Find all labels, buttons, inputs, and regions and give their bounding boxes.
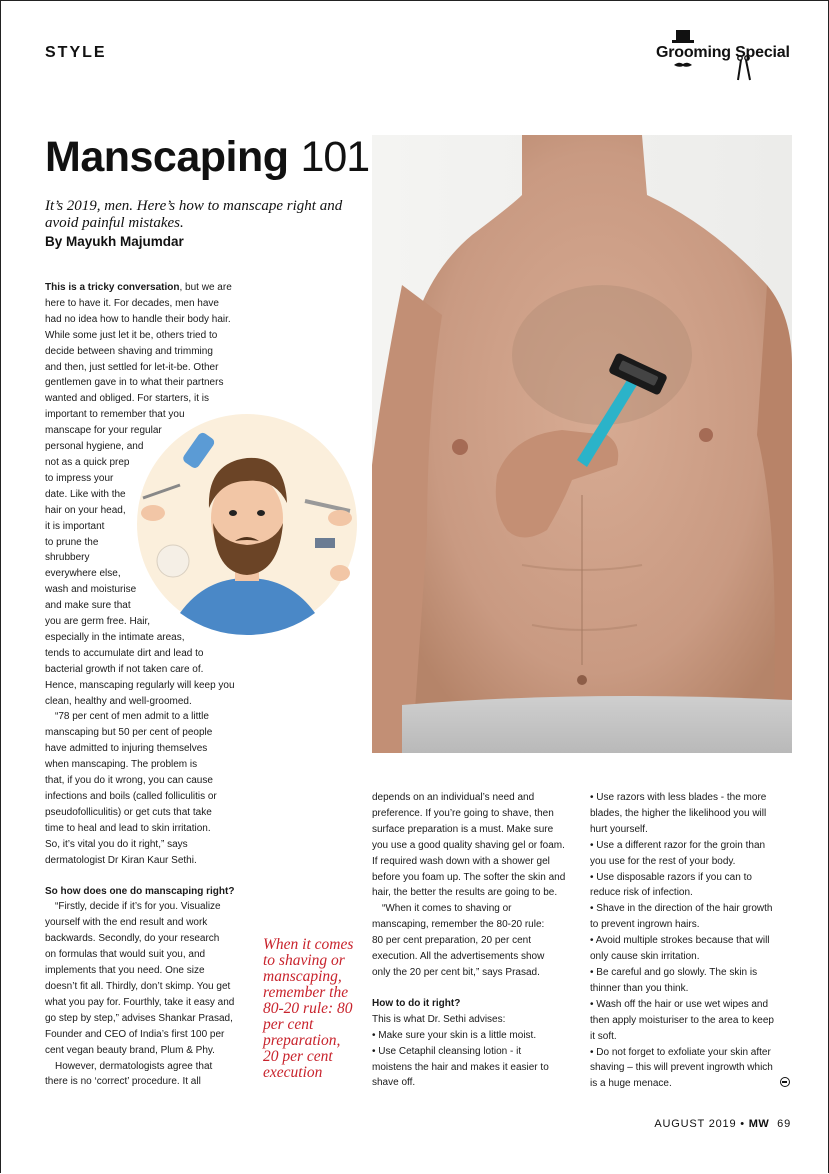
col1-line: there is no ‘correct’ procedure. It all <box>45 1076 201 1088</box>
end-mark-icon <box>780 1077 790 1087</box>
col3-line: • Use a different razor for the groin than <box>590 839 766 851</box>
col1-line: it is important <box>45 520 105 532</box>
page-footer <box>654 1118 791 1130</box>
col3-line: • Avoid multiple strokes because that will <box>590 935 770 947</box>
pull-quote: When it comes to shaving or manscaping, remember the 80-20 rule: 80 per cent preparation, 20 per cent execution <box>263 936 354 1081</box>
col2-para-2 <box>372 901 577 981</box>
brand-text: Grooming Special <box>656 44 790 61</box>
col2-line: you use a good quality shaving gel or foam. <box>372 839 565 851</box>
col3-line: hurt yourself. <box>590 823 648 835</box>
article-title <box>45 133 369 182</box>
col2-line: manscaping, remember the 80-20 rule: <box>372 919 545 931</box>
col1-line: So, it’s vital you do it right,” says <box>45 838 188 850</box>
col2-line: surface preparation is a must. Make sure <box>372 823 554 835</box>
col1-line: especially in the intimate areas, <box>45 631 185 643</box>
col1-line: pseudofolliculitis) or get cuts that take <box>45 806 212 818</box>
col3-line: shaving – this will prevent ingrowth which <box>590 1062 773 1074</box>
col1-line: gentlemen gave in to what their partners <box>45 377 224 389</box>
col2-line: hair, the better the results are going to be. <box>372 887 558 899</box>
col3-line: • Use razors with less blades - the more <box>590 792 767 803</box>
col2-bullet: • Make sure your skin is a little moist. <box>372 1029 537 1041</box>
col1-line: doesn’t fit all. Thirdly, don’t skimp. You get <box>45 980 231 992</box>
col1-line: date. Like with the <box>45 488 126 500</box>
col3-line: reduce risk of infection. <box>590 887 693 899</box>
col1-line: to impress your <box>45 472 114 484</box>
col2-para-1 <box>372 790 577 901</box>
col1-para-3 <box>45 884 250 1091</box>
col1-line: manscape for your regular <box>45 425 162 437</box>
col1-line: decide between shaving and trimming <box>45 345 213 357</box>
col1-line: While some just let it be, others tried to <box>45 329 218 341</box>
byline: By Mayukh Majumdar <box>45 234 184 249</box>
column-2 <box>372 790 577 1091</box>
col1-line: bacterial growth if not taken care of. <box>45 663 204 675</box>
issue-date: AUGUST 2019 <box>654 1118 737 1130</box>
col2-bullet: • Use Cetaphil cleansing lotion - it <box>372 1045 522 1057</box>
col1-line: Founder and CEO of India’s first 100 per <box>45 1028 225 1040</box>
col3-line: it soft. <box>590 1030 617 1042</box>
col1-line: clean, healthy and well-groomed. <box>45 695 192 707</box>
grooming-special-logo <box>652 28 797 86</box>
column-1 <box>45 280 250 1090</box>
col1-line: infections and boils (called folliculitis or <box>45 791 217 802</box>
col1-line: implements that you need. One size <box>45 965 205 977</box>
col1-line: dermatologist Dr Kiran Kaur Sethi. <box>45 854 197 866</box>
col1-line: here to have it. For decades, men have <box>45 297 219 309</box>
col1-line: manscaping but 50 per cent of people <box>45 727 213 739</box>
col2-line: preference. If you’re going to shave, then <box>372 807 554 819</box>
title-light: 101 <box>300 133 370 181</box>
col3-line: you use for the rest of your body. <box>590 855 736 867</box>
col1-line: had no idea how to handle their body hair. <box>45 313 231 325</box>
col1-line: and then, just settled for let-it-be. Other <box>45 361 219 373</box>
col1-para-2 <box>45 709 250 868</box>
col1-para-1 <box>45 280 250 709</box>
shaving-torso-image <box>372 135 792 753</box>
col1-line: , but we are <box>179 282 232 293</box>
col1-line: what you pay for. Fourthly, take it easy and <box>45 996 235 1008</box>
col1-line: important to remember that you <box>45 409 185 421</box>
col2-line: depends on an individual’s need and <box>372 792 535 803</box>
shaving-photo <box>372 135 792 753</box>
col1-line: on formulas that would suit you, and <box>45 949 206 961</box>
col1-line: However, dermatologists agree that <box>55 1060 213 1072</box>
col3-line: • Wash off the hair or use wet wipes and <box>590 998 769 1010</box>
col3-line: then apply moisturiser to the area to keep <box>590 1014 774 1026</box>
col2-line: only the 20 per cent bit,” says Prasad. <box>372 966 540 978</box>
col3-line: • Do not forget to exfoliate your skin after <box>590 1046 771 1058</box>
col2-line: execution. All the advertisements show <box>372 951 545 963</box>
col3-line: to prevent ingrown hairs. <box>590 919 700 931</box>
col1-line: shrubbery <box>45 552 90 564</box>
col1-line: have admitted to injuring themselves <box>45 743 208 755</box>
col1-first-line <box>45 280 250 296</box>
col1-line: not as a quick prep <box>45 456 130 468</box>
col1-line: you are germ free. Hair, <box>45 616 151 628</box>
magazine-name: MW <box>748 1118 770 1130</box>
page-number: 69 <box>777 1118 791 1130</box>
col1-line: everywhere else, <box>45 568 121 580</box>
col3-line: is a huge menace. <box>590 1078 672 1090</box>
col3-line: thinner than you think. <box>590 982 689 994</box>
col2-line: before you foam up. The softer the skin and <box>372 871 566 883</box>
col1-line: when manscaping. The problem is <box>45 759 198 771</box>
col2-line: 80 per cent preparation, 20 per cent <box>372 935 531 947</box>
col1-line: and make sure that <box>45 600 131 612</box>
col1-line: time to heal and lead to skin irritation. <box>45 822 211 834</box>
column-3 <box>590 790 795 1092</box>
col3-line: only cause skin irritation. <box>590 951 700 963</box>
col1-line: wash and moisturise <box>45 584 137 596</box>
footer-separator: • <box>740 1118 745 1130</box>
col1-line: personal hygiene, and <box>45 441 144 453</box>
col2-line: shave off. <box>372 1077 416 1089</box>
col2-line: moistens the hair and makes it easier to <box>372 1061 549 1073</box>
col2-para-3 <box>372 996 577 1091</box>
article-dek: It’s 2019, men. Here’s how to manscape right and avoid painful mistakes. <box>45 198 343 231</box>
col1-line: backwards. Secondly, do your research <box>45 933 220 945</box>
col1-line: tends to accumulate dirt and lead to <box>45 647 204 659</box>
subhead-how-to: How to do it right? <box>372 997 461 1009</box>
col1-line: to prune the <box>45 536 99 548</box>
col1-line: “78 per cent of men admit to a little <box>55 711 209 723</box>
col3-bullets <box>590 790 795 1092</box>
col2-line: If required wash down with a shower gel <box>372 855 550 867</box>
col3-line: • Be careful and go slowly. The skin is <box>590 966 758 978</box>
col1-line: yourself with the end result and work <box>45 917 208 929</box>
col1-line: cent vegan beauty brand, Plum & Phy. <box>45 1044 215 1056</box>
subhead-how-right: So how does one do manscaping right? <box>45 885 235 897</box>
col1-line: hair on your head, <box>45 504 126 516</box>
col1-line: “Firstly, decide if it’s for you. Visualize <box>55 901 221 913</box>
section-label: STYLE <box>45 44 107 61</box>
col1-line: wanted and obliged. For starters, it is <box>45 393 209 405</box>
col1-line: that, if you do it wrong, you can cause <box>45 775 213 787</box>
col3-line: blades, the higher the likelihood you will <box>590 807 767 819</box>
col3-line: • Use disposable razors if you can to <box>590 871 752 883</box>
col2-line: “When it comes to shaving or <box>382 903 512 915</box>
title-bold: Manscaping <box>45 133 289 181</box>
col2-line: This is what Dr. Sethi advises: <box>372 1013 506 1025</box>
lead-in: This is a tricky conversation <box>45 282 180 293</box>
col3-line: • Shave in the direction of the hair growth <box>590 903 773 915</box>
col1-line: Hence, manscaping regularly will keep you <box>45 679 235 691</box>
col1-line: go step by step,” advises Shankar Prasad, <box>45 1012 233 1024</box>
